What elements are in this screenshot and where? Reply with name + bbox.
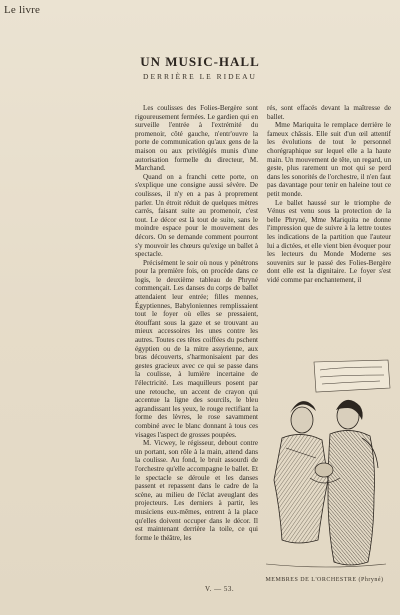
- illustration-dancers: [252, 358, 397, 573]
- page-folio: V. — 53.: [205, 585, 235, 593]
- illustration-caption: MEMBRES DE L'ORCHESTRE (Phryné): [265, 577, 384, 583]
- article-title: UN MUSIC-HALL: [140, 54, 260, 69]
- right-text-column: [267, 104, 391, 351]
- paragraph: Les coulisses des Folies-Bergère sont rigoureusement fermées. Le gardien qui en surveille l'entrée à l'extrémité du promenoir, côté gauche, n'entr'ouvre la porte de communication qu'aux gens de la maison ou aux privilégiés munis d'une autorisation formelle du directeur, M. Marchand.: [135, 104, 258, 173]
- paragraph: Le ballet haussé sur le triomphe de Vénus est venu sous la protection de la belle Phryné, Mme Mariquita ne donne l'impression que de suivre à la lettre toutes les indications de la partition que l'auteur lui a dictées, et elle vient bien évoquer pour les lecteurs du Monde Moderne ses souvenirs sur le passé des Folies-Bergère dont elle est la dignitaire. Le foyer s'est vidé comme par enchantement, il: [267, 198, 391, 284]
- book-header: Le livre: [4, 4, 41, 16]
- paragraph: Mme Mariquita le remplace derrière le fameux châssis. Elle suit d'un œil attentif les évolutions de tout le personnel chorégraphique sur lequel elle a la haute main. Un mouvement de tête, un regard, un geste, plus rarement un mot qui se perd dans les sonorités de l'orchestre, il n'en faut pas davantage pour tenir en haleine tout ce petit monde.: [267, 121, 391, 198]
- article-subtitle: DERRIÈRE LE RIDEAU: [143, 72, 257, 81]
- paragraph: Quand on a franchi cette porte, on s'explique une consigne aussi sévère. De coulisses, il n'y en a pas à proprement parler. Un étroit réduit de quelques mètres carrés, faisant suite au promenoir, c'est tout. Le décor est là tout de suite, sans le moindre espace pour le mouvement des décors. On se demande comment pourront s'y mouvoir les chœurs qu'exige un ballet à spectacle.: [135, 172, 258, 259]
- dancers-sketch-image: [252, 358, 397, 573]
- left-text-column: [135, 104, 258, 569]
- paragraph: M. Vicwey, le régisseur, debout contre un portant, son rôle à la main, attend dans la coulisse. Au fond, le bruit assourdi de l'orchestre qu'elle accompagne le ballet. Et le spectacle se déroule et les danses passent et repassent dans le cadre de la scène, au milieu de l'éclat aveuglant des projecteurs. Les derniers à partir, les musiciens eux-mêmes, entrent à la place qu'elles doivent occuper dans le décor. Il est maintenant derrière la toile, ce qui forme le théâtre, les: [135, 439, 258, 542]
- paragraph: rés, sont effacés devant la maîtresse de ballet.: [267, 104, 391, 121]
- paragraph: Précisément le soir où nous y pénétrons pour la première fois, on procède dans ce logis, le deuxième tableau de Phryné commençait. Les danses du corps de ballet attendaient leur entrée; filles mennes, Égyptiennes, Babyloniennes remplissaient tout le foyer où elles se pressaient, étouffant sous la gaze et se trouvant au mieux accessoires les unes contre les autres. Toutes ces têtes coiffées du pschent égyptien ou de la mitre assyrienne, aux bras découverts, s'harmonisaient par des gestes gracieux avec ce qui se passe dans la coulisse, à lumière incertaine de l'électricité. Les maquilleurs posent par une retouche, un accent de crayon qui accentue la ligne des sourcils, le bleu agrandissant les yeux, le rouge rectifiant la forme des lèvres, le rose savamment combiné avec le blanc donnant à tous ces visages l'aspect de grosses poupées.: [135, 258, 258, 439]
